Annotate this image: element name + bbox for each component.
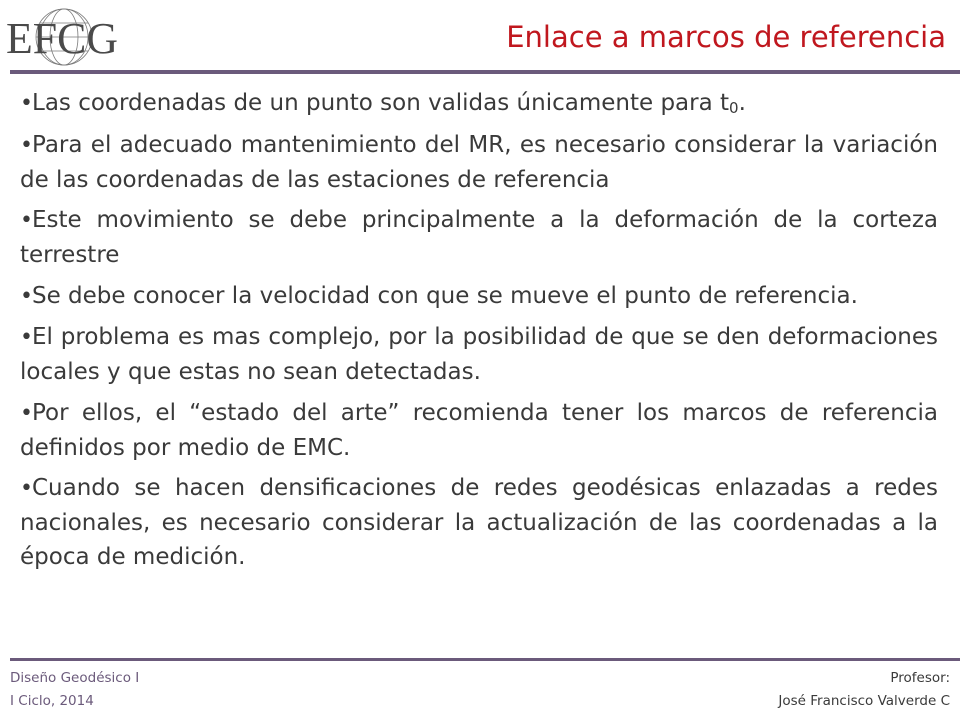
efcg-logo: [4, 6, 122, 68]
subscript: 0: [729, 99, 739, 117]
footer-course-info: [10, 667, 139, 713]
professor-label: Profesor:: [890, 670, 950, 686]
bullet-item: [20, 203, 938, 272]
bullet-text: El problema es mas complejo, por la posibilidad de que se den deformaciones locales y que estas no sean detectadas.: [20, 324, 938, 385]
bullet-icon: •: [20, 132, 33, 158]
footer-divider: [10, 658, 960, 661]
footer-professor-info: [778, 667, 950, 713]
bullet-text: Cuando se hacen densificaciones de redes geodésicas enlazadas a redes nacionales, es necesario considerar la actualización de las coordenadas a la época de medición.: [20, 475, 938, 570]
bullet-icon: •: [20, 283, 33, 309]
slide-body: [20, 86, 938, 581]
bullet-icon: •: [20, 476, 33, 501]
bullet-item: [20, 396, 938, 465]
professor-name: José Francisco Valverde C: [778, 693, 950, 709]
bullet-item: [20, 320, 938, 389]
bullet-text: Las coordenadas de un punto son validas únicamente para t: [32, 90, 730, 116]
bullet-item: [20, 86, 938, 121]
course-name: Diseño Geodésico I: [10, 670, 140, 686]
bullet-icon: •: [20, 325, 33, 350]
bullet-item: [20, 471, 938, 574]
course-term: I Ciclo, 2014: [10, 693, 94, 709]
bullet-item: [20, 279, 938, 314]
bullet-item: [20, 128, 938, 197]
bullet-text: Se debe conocer la velocidad con que se mueve el punto de referencia.: [32, 282, 858, 309]
logo-text: EFCG: [6, 14, 118, 63]
header-divider: [10, 70, 960, 74]
bullet-icon: •: [20, 91, 33, 116]
bullet-text: Para el adecuado mantenimiento del MR, es necesario considerar la variación de las coordenadas de las estaciones de referencia: [20, 131, 938, 193]
slide-title: Enlace a marcos de referencia: [506, 20, 946, 54]
bullet-icon: •: [20, 400, 33, 426]
bullet-list: [20, 86, 938, 574]
bullet-icon: •: [20, 208, 33, 233]
bullet-text: Este movimiento se debe principalmente a la deformación de la corteza terrestre: [20, 207, 938, 268]
bullet-suffix: .: [738, 90, 746, 116]
bullet-text: Por ellos, el “estado del arte” recomienda tener los marcos de referencia definidos por medio de EMC.: [20, 399, 938, 461]
